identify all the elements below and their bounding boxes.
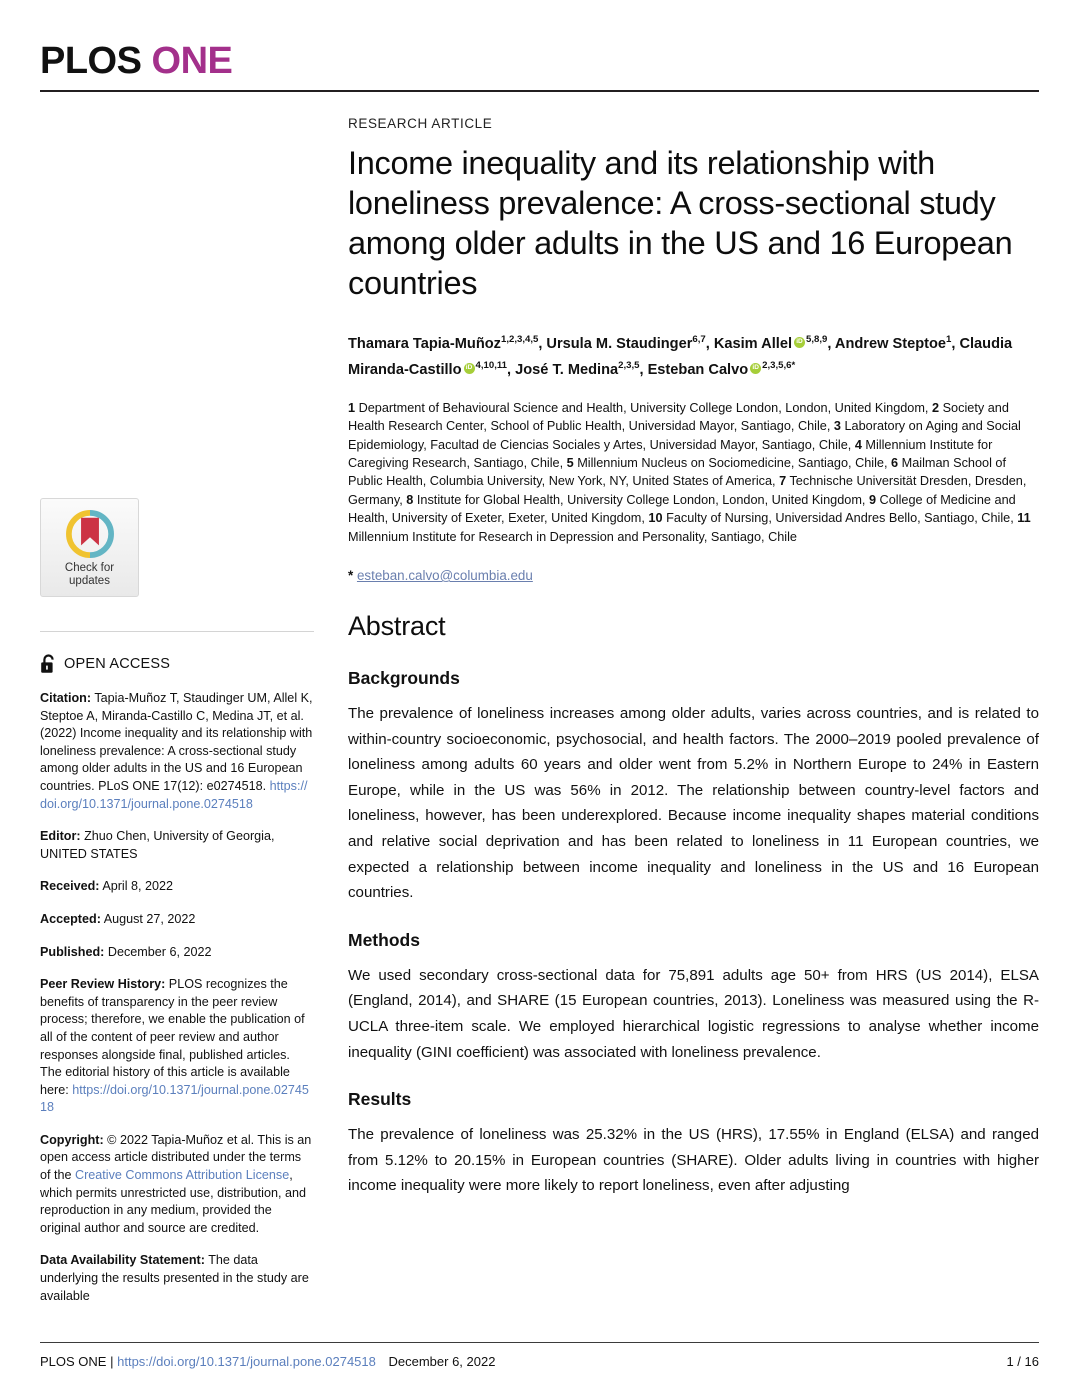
published-block [40,944,314,962]
footer-divider [40,1342,1039,1343]
published-text: December 6, 2022 [104,944,212,959]
published-label: Published: [40,944,105,959]
received-block [40,878,314,896]
citation-doi-link[interactable]: https://doi.org/10.1371/journal.pone.0274518 [40,778,308,811]
affiliations-list: 1 Department of Behavioural Science and Health, University College London, London, United Kingdom, 2 Society and Health Research Center, School of Public Health, Universidad Mayor, Santiago, Chile, 3 Laboratory on Aging and Social Epidemiology, Facultad de Ciencias Sociales y Artes, Universidad Mayor, Santiago, Chile, 4 Millennium Institute for Caregiving Research, Santiago, Chile, 5 Millennium Nucleus on Sociomedicine, Santiago, Chile, 6 Mailman School of Public Health, Columbia University, New York, NY, United States of America, 7 Technische Universität Dresden, Dresden, Germany, 8 Institute for Global Health, University College London, London, United Kingdom, 9 College of Medicine and Health, University of Exeter, Exeter, United Kingdom, 10 Faculty of Nursing, Universidad Andres Bello, Santiago, Chile, 11 Millennium Institute for Research in Depression and Personality, Santiago, Chile [348,400,1031,544]
article-type-kicker: RESEARCH ARTICLE [348,116,493,131]
citation-text: Tapia-Muñoz T, Staudinger UM, Allel K, Steptoe A, Miranda-Castillo C, Medina JT, et al. (2022) Income inequality and its relationship with loneliness prevalence: A cross-sectional study among older adults in the US and 16 European countries. PLoS ONE 17(12): e0274518. [40,691,313,793]
article-body [40,116,1039,1320]
article-main [332,116,1039,1320]
corresponding-author [348,568,1039,583]
crossmark-label [65,562,114,587]
section-text-results: The prevalence of loneliness was 25.32% in the US (HRS), 17.55% in England (ELSA) and ranged from 5.12% to 20.15% in European countries (SHARE). Older adults living in countries with higher income inequality were more likely to report loneliness, even after adjusting [348,1126,1039,1195]
corresponding-email-link[interactable]: esteban.calvo@columbia.edu [356,567,533,583]
copyright-label: Copyright: [40,1132,104,1147]
copyright-block [40,1132,314,1238]
crossmark-check-for-updates-icon [64,508,116,560]
crossmark-label-line2: updates [69,574,110,587]
crossmark-label-line1: Check for [64,562,115,574]
footer-separator: | [110,1354,114,1369]
accepted-label: Accepted: [40,911,101,926]
peer-review-block [40,976,314,1117]
section-heading-methods: Methods [348,929,420,950]
section-text-backgrounds: The prevalence of loneliness increases among older adults, varies across countries, and is related to within-country socioeconomic, psychosocial, and health factors. The 2000–2019 pooled prevalence of loneliness among adults 60 years and older went from 5.2% in Northern Europe to 24% in Eastern Europe, while in the US was 56% in 2012. The relationship between country-level factors and loneliness, however, has been underexplored. Because income inequality shapes material conditions and relative social deprivation and has been related to loneliness in 11 European countries, we expected a relationship between income inequality and loneliness in the US and 16 European countries. [348,704,1039,902]
peer-review-text: PLOS recognizes the benefits of transparency in the peer review process; therefore, we enable the publication of all of the content of peer review and author responses alongside final, published articles. The editorial history of this article is available here: [40,977,305,1097]
logo-one-text: ONE [151,40,233,82]
cc-license-link[interactable]: Creative Commons Attribution License [75,1168,290,1183]
data-availability-label: Data Availability Statement: [40,1253,205,1268]
section-text-methods: We used secondary cross-sectional data for 75,891 adults age 50+ from HRS (US 2014), ELSA (England, 2014), and SHARE (15 European countries, 2013). Loneliness was measured using the R-UCLA three-item scale. We employed hierarchical logistic regressions to analyse whether income inequality (GINI coefficient) was associated with loneliness prevalence. [348,966,1039,1061]
footer-doi-link[interactable]: https://doi.org/10.1371/journal.pone.0274518 [117,1354,376,1369]
citation-label: Citation: [40,691,92,705]
footer-journal: PLOS ONE [40,1354,107,1369]
journal-masthead [40,0,1039,82]
sidebar-divider [40,631,314,632]
citation-block [40,690,314,813]
peer-review-doi-link[interactable]: https://doi.org/10.1371/journal.pone.0274518 [40,1082,309,1115]
data-availability-block [40,1252,314,1305]
logo-plos-text: PLOS [40,40,142,82]
article-sidebar [40,116,332,1320]
received-label: Received: [40,879,100,894]
open-access-badge [40,654,314,674]
abstract-sections [348,668,1039,1199]
masthead-divider [40,90,1039,92]
open-access-label: OPEN ACCESS [64,656,171,672]
plos-one-logo[interactable] [40,42,1039,80]
section-heading-backgrounds: Backgrounds [348,667,460,688]
accepted-text: August 27, 2022 [100,911,196,926]
page-title: Income inequality and its relationship with loneliness prevalence: A cross-sectional study among older adults in the US and 16 European countries [348,145,1013,301]
received-text: April 8, 2022 [99,879,174,894]
editor-text: Zhuo Chen, University of Georgia, UNITED STATES [40,829,275,861]
editor-block [40,828,314,863]
copyright-text-before: © 2022 Tapia-Muñoz et al. This is an open access article distributed under the terms of the [40,1132,312,1183]
crossmark-badge[interactable] [40,498,139,597]
peer-review-label: Peer Review History: [40,977,166,992]
section-heading-results: Results [348,1089,412,1110]
author-list: Thamara Tapia-Muñoz$^{1,2,3,4,5}$, Ursula M. Staudinger$^{6,7}$, Kasim Allel iD $^{5,8,9}$, Andrew Steptoe$^1$, Claudia Miranda-Castillo iD $^{4,10,11}$, José T. Medina$^{2,3,5}$, Esteban Calvo iD $^{2,3,5,6*}$ [348,329,1039,381]
corresponding-marker: * [348,567,354,583]
footer-page-number: 1 / 16 [1006,1354,1039,1369]
footer-left [40,1354,495,1369]
accepted-block [40,911,314,929]
copyright-text-after: , which permits unrestricted use, distribution, and reproduction in any medium, provided the original author and source are credited. [40,1168,306,1235]
page-footer [40,1342,1039,1369]
abstract-heading: Abstract [348,610,446,641]
data-availability-text: The data underlying the results presented in the study are available [40,1253,309,1303]
editor-label: Editor: [40,829,81,844]
open-padlock-icon [40,654,57,674]
footer-date: December 6, 2022 [388,1354,496,1369]
